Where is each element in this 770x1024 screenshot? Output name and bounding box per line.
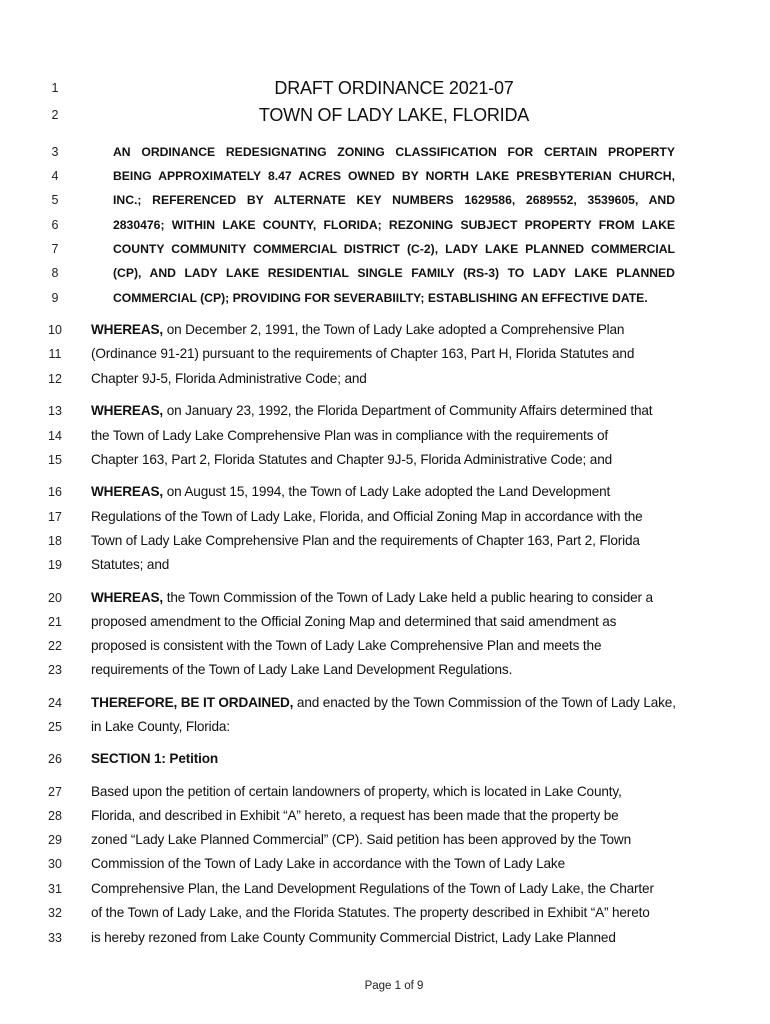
body-line [0, 852, 770, 876]
body-text [91, 691, 676, 715]
body-text [91, 926, 616, 950]
body-line [0, 480, 770, 504]
page-footer: Page 1 of 9 [364, 980, 424, 992]
bold-lead: WHEREAS, [91, 590, 164, 605]
line-text: zoned “Lady Lake Planned Commercial” (CP). Said petition has been approved by the Town [91, 832, 631, 847]
body-text [91, 634, 601, 658]
line-text: Based upon the petition of certain landowners of property, which is located in Lake County, [91, 784, 622, 799]
line-text: proposed amendment to the Official Zoning Map and determined that said amendment as [91, 614, 617, 629]
body-text [91, 715, 230, 739]
body-line [0, 804, 770, 828]
line-number: 9 [51, 291, 59, 305]
line-number: 4 [51, 169, 59, 183]
line-text: requirements of the Town of Lady Lake Land Development Regulations. [91, 662, 513, 677]
line-number: 12 [48, 372, 62, 386]
line-text: Florida, and described in Exhibit “A” hereto, a request has been made that the property be [91, 808, 619, 823]
body-text [91, 318, 624, 342]
line-text: on December 2, 1991, the Town of Lady Lake adopted a Comprehensive Plan [163, 322, 625, 337]
line-number: 16 [48, 485, 62, 499]
body-text [91, 780, 622, 804]
body-line [0, 610, 770, 634]
body-line [0, 448, 770, 472]
body-line [0, 780, 770, 804]
body-line [0, 658, 770, 682]
line-number: 30 [48, 857, 62, 871]
body-text [91, 367, 367, 391]
bold-lead: WHEREAS, [91, 484, 164, 499]
bold-lead: THEREFORE, BE IT ORDAINED, [91, 695, 294, 710]
body-text [91, 424, 608, 448]
title-line [0, 103, 770, 127]
line-number: 24 [48, 696, 62, 710]
summary-text: 2830476; WITHIN LAKE COUNTY, FLORIDA; REZONING SUBJECT PROPERTY FROM LAKE [113, 218, 675, 232]
body-text [91, 877, 654, 901]
section-heading-line [0, 747, 770, 771]
body-line [0, 877, 770, 901]
line-number: 5 [51, 193, 59, 207]
body-line [0, 529, 770, 553]
summary-text: (CP), AND LADY LAKE RESIDENTIAL SINGLE FAMILY (RS-3) TO LADY LAKE PLANNED [113, 266, 675, 280]
line-text: of the Town of Lady Lake, and the Florida Statutes. The property described in Exhibit “A” hereto [91, 905, 650, 920]
line-number: 1 [51, 81, 59, 95]
line-number: 13 [48, 404, 62, 418]
line-text: Statutes; and [91, 557, 170, 572]
line-number: 29 [48, 833, 62, 847]
line-text: is hereby rezoned from Lake County Community Commercial District, Lady Lake Planned [91, 930, 616, 945]
line-text: Comprehensive Plan, the Land Development Regulations of the Town of Lady Lake, the Charter [91, 881, 654, 896]
summary-text: INC.; REFERENCED BY ALTERNATE KEY NUMBERS 1629586, 2689552, 3539605, AND [113, 193, 675, 207]
line-number: 28 [48, 809, 62, 823]
body-line [0, 586, 770, 610]
body-line [0, 715, 770, 739]
body-text [91, 586, 653, 610]
summary-line [0, 164, 770, 188]
bold-lead: SECTION 1: Petition [91, 751, 219, 766]
body-line [0, 634, 770, 658]
summary-line [0, 261, 770, 285]
summary-line [0, 213, 770, 237]
line-number: 18 [48, 534, 62, 548]
body-text [91, 480, 610, 504]
body-text [91, 505, 643, 529]
line-number: 25 [48, 720, 62, 734]
line-text: proposed is consistent with the Town of Lady Lake Comprehensive Plan and meets the [91, 638, 602, 653]
line-text: Regulations of the Town of Lady Lake, Florida, and Official Zoning Map in accordance with the [91, 509, 643, 524]
body-text [91, 342, 634, 366]
body-line [0, 424, 770, 448]
bold-lead: WHEREAS, [91, 403, 164, 418]
body-text [91, 529, 640, 553]
body-line [0, 367, 770, 391]
section-heading [91, 747, 218, 771]
ordinance-title: DRAFT ORDINANCE 2021-07 [274, 78, 514, 98]
title-line [0, 76, 770, 100]
body-line [0, 691, 770, 715]
line-text: Town of Lady Lake Comprehensive Plan and the requirements of Chapter 163, Part 2, Florida [91, 533, 640, 548]
line-text: on January 23, 1992, the Florida Department of Community Affairs determined that [163, 403, 653, 418]
line-number: 23 [48, 663, 62, 677]
body-line [0, 318, 770, 342]
summary-text: COMMERCIAL (CP); PROVIDING FOR SEVERABIILTY; ESTABLISHING AN EFFECTIVE DATE. [113, 291, 648, 305]
line-number: 10 [48, 323, 62, 337]
line-text: and enacted by the Town Commission of the Town of Lady Lake, [293, 695, 676, 710]
body-text [91, 399, 652, 423]
line-text: on August 15, 1994, the Town of Lady Lake adopted the Land Development [163, 484, 611, 499]
summary-line [0, 286, 770, 310]
line-number: 2 [51, 108, 59, 122]
summary-text: AN ORDINANCE REDESIGNATING ZONING CLASSIFICATION FOR CERTAIN PROPERTY [113, 145, 675, 159]
body-text [91, 448, 612, 472]
line-number: 14 [48, 429, 62, 443]
line-number: 3 [51, 145, 59, 159]
line-text: (Ordinance 91-21) pursuant to the requirements of Chapter 163, Part H, Florida Statutes and [91, 346, 635, 361]
line-number: 32 [48, 906, 62, 920]
line-number: 20 [48, 591, 62, 605]
body-text [91, 610, 616, 634]
body-line [0, 553, 770, 577]
summary-text: COUNTY COMMUNITY COMMERCIAL DISTRICT (C-2), LADY LAKE PLANNED COMMERCIAL [113, 242, 675, 256]
body-line [0, 399, 770, 423]
line-number: 19 [48, 558, 62, 572]
body-text [91, 553, 169, 577]
line-text: Chapter 9J-5, Florida Administrative Code; and [91, 371, 367, 386]
line-number: 11 [48, 347, 62, 361]
summary-line [0, 237, 770, 261]
body-line [0, 901, 770, 925]
body-text [91, 658, 512, 682]
summary-line [0, 188, 770, 212]
line-text: the Town Commission of the Town of Lady Lake held a public hearing to consider a [163, 590, 653, 605]
body-text [91, 901, 650, 925]
summary-line [0, 140, 770, 164]
line-text: Commission of the Town of Lady Lake in accordance with the Town of Lady Lake [91, 856, 565, 871]
line-number: 26 [48, 752, 62, 766]
bold-lead: WHEREAS, [91, 322, 164, 337]
body-line [0, 342, 770, 366]
town-title: TOWN OF LADY LAKE, FLORIDA [258, 105, 530, 125]
body-line [0, 505, 770, 529]
body-text [91, 852, 565, 876]
line-number: 31 [48, 882, 62, 896]
body-text [91, 804, 619, 828]
line-number: 27 [48, 785, 62, 799]
line-text: in Lake County, Florida: [91, 719, 230, 734]
summary-text: BEING APPROXIMATELY 8.47 ACRES OWNED BY NORTH LAKE PRESBYTERIAN CHURCH, [113, 169, 675, 183]
line-number: 21 [48, 615, 62, 629]
body-line [0, 828, 770, 852]
body-text [91, 828, 631, 852]
body-line [0, 926, 770, 950]
line-number: 33 [48, 931, 62, 945]
line-number: 7 [51, 242, 59, 256]
line-text: the Town of Lady Lake Comprehensive Plan was in compliance with the requirements of [91, 428, 608, 443]
line-number: 22 [48, 639, 62, 653]
line-number: 6 [51, 218, 59, 232]
line-number: 17 [48, 510, 62, 524]
line-number: 8 [51, 266, 59, 280]
line-text: Chapter 163, Part 2, Florida Statutes and Chapter 9J-5, Florida Administrative Code; and [91, 452, 613, 467]
line-number: 15 [48, 453, 62, 467]
